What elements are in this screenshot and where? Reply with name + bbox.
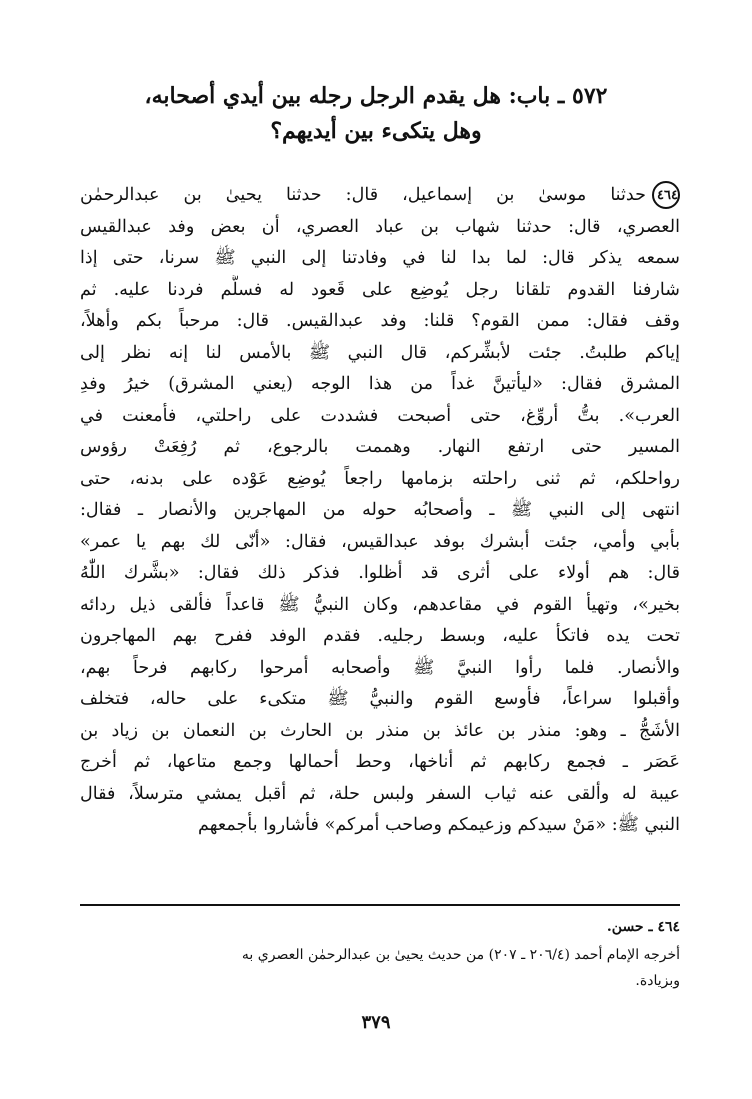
- text-line: عَصَر ـ فجمع ركابهم ثم أناخها، وحط أحمالها وجمع متاعها، ثم أخرج: [80, 752, 680, 772]
- text-line: الأشَجُّ ـ وهو: منذر بن عائذ بن منذر بن الحارث بن النعمان بن زياد بن: [80, 720, 680, 741]
- text-line: العرب». بتُّ أروِّغ، حتى أصبحت فشددت على راحلتي، فأمعنت في: [80, 405, 680, 426]
- text-line-content: حدثنا موسىٰ بن إسماعيل، قال: حدثنا يحيىٰ بن عبدالرحمٰن: [80, 185, 646, 205]
- text-line: شارفنا القدوم تلقانا رجل يُوضِع على قَعود له فسلَّم فردنا عليه. ثم: [80, 279, 680, 300]
- text-line: إياكم طلبتُ. جئت لأبشِّركم، قال النبي ﷺ بالأمس لنا إنه نظر إلى: [80, 342, 680, 363]
- text-line: المسير حتى ارتفع النهار. وهممت بالرجوع، ثم رُفِعَتْ رؤوس: [80, 437, 680, 457]
- hadith-text: [80, 180, 680, 842]
- chapter-heading: ٥٧٢ ـ باب: هل يقدم الرجل رجله بين أيدي أصحابه،: [144, 83, 608, 109]
- footnote-text: أخرجه الإمام أحمد (٢٠٦/٤ ـ ٢٠٧) من حديث يحيىٰ بن عبدالرحمٰن العصري به: [241, 947, 680, 963]
- text-line: بخير»، وتهيأ القوم في مقاعدهم، وكان النبيُّ ﷺ قاعداً فألقى ذيل ردائه: [80, 594, 680, 615]
- footnote-text-continued: وبزيادة.: [635, 973, 680, 989]
- text-line: رواحلكم، ثم ثنى راحلته بزمامها راجعاً يُوضِع عَوْده على بدنه، حتى: [80, 468, 680, 489]
- text-line: سمعه يذكر قال: لما بدا لنا في وفادتنا إلى النبي ﷺ سرنا، حتى إذا: [80, 248, 680, 268]
- text-line: وقف فقال: ممن القوم؟ قلنا: وفد عبدالقيس. قال: مرحباً بكم وأهلاً،: [80, 311, 680, 331]
- footnote-grade: ٤٦٤ ـ حسن.: [606, 919, 680, 935]
- text-line: العصري، قال: حدثنا شهاب بن عباد العصري، أن بعض وفد عبدالقيس: [80, 216, 680, 237]
- text-line: بأبي وأمي، جئت أبشرك بوفد عبدالقيس، فقال: «أنّى لك بهم يا عمر»: [80, 531, 680, 552]
- text-line: [80, 180, 680, 212]
- chapter-heading-continued: وهل يتكىء بين أيديهم؟: [270, 118, 482, 144]
- hadith-number-badge: ٤٦٤: [652, 181, 680, 209]
- text-line: انتهى إلى النبي ﷺ ـ وأصحابُه حوله من المهاجرين والأنصار ـ فقال:: [80, 500, 680, 520]
- footnote-divider: [80, 904, 680, 906]
- text-line: المشرق فقال: «ليأتينَّ غداً من هذا الوجه (يعني المشرق) خيرُ وفدِ: [80, 374, 680, 394]
- text-line: عيبة له وألقى عنه ثياب السفر ولبس حلة، ثم أقبل يمشي مترسلاً، فقال: [80, 783, 680, 804]
- text-line: والأنصار. فلما رأوا النبيَّ ﷺ وأصحابه أمرحوا ركابهم فرحاً بهم،: [80, 657, 680, 678]
- text-line: وأقبلوا سراعاً، فأوسع القوم والنبيُّ ﷺ متكىء على حاله، فتخلف: [80, 689, 680, 709]
- text-line: تحت يده فاتكأ عليه، وبسط رجليه. فقدم الوفد ففرح بهم المهاجرون: [80, 626, 680, 646]
- text-line: النبي ﷺ: «مَنْ سيدكم وزعيمكم وصاحب أمركم» فأشاروا بأجمعهم: [198, 815, 680, 835]
- page-number: ٣٧٩: [361, 1012, 391, 1033]
- text-line: قال: هم أولاء على أثرى قد أظلوا. فذكر ذلك فقال: «بشَّرك اللّٰهُ: [80, 563, 680, 583]
